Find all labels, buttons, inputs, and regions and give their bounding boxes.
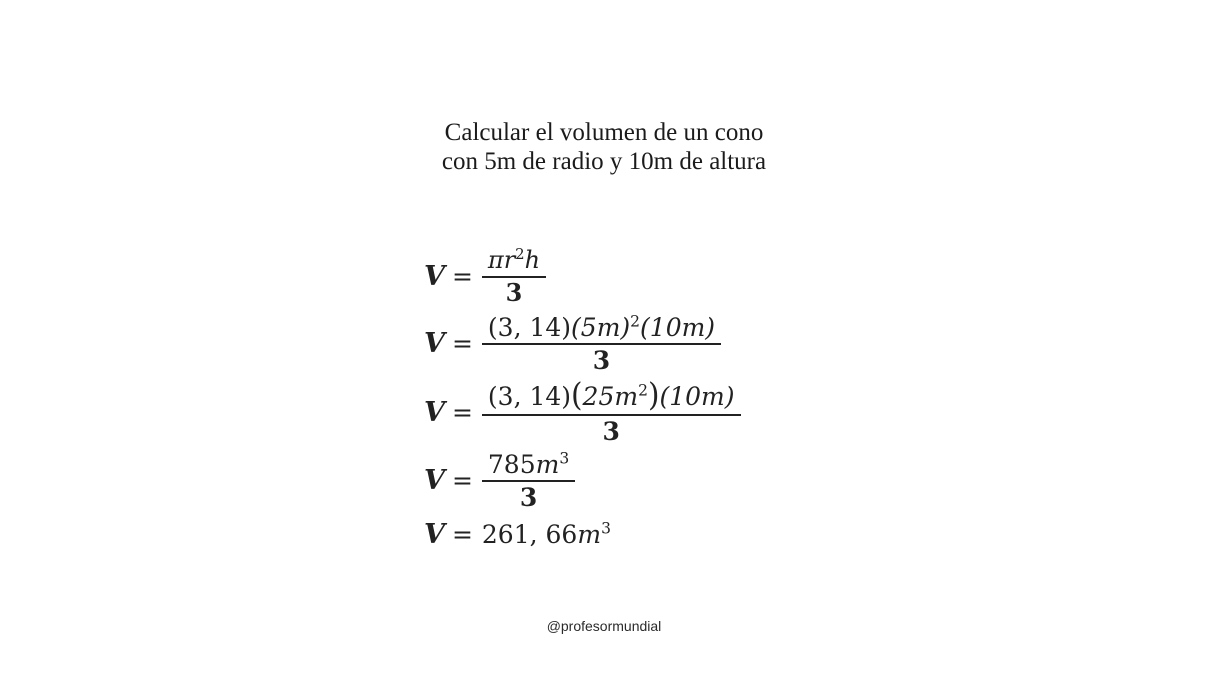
equation-4-numerator xyxy=(482,451,575,480)
radius-squared-value: 25m xyxy=(582,381,639,411)
equation-2-numerator xyxy=(482,314,721,343)
equation-1-fraction xyxy=(482,245,546,307)
equation-4-denominator: 3 xyxy=(519,482,538,512)
equation-3-fraction xyxy=(482,376,741,446)
equation-5-result xyxy=(424,519,784,550)
equation-4-fraction xyxy=(482,451,575,511)
meter-unit: m xyxy=(535,449,560,479)
pi-value: (3, 14) xyxy=(487,312,572,342)
author-handle: @profesormundial xyxy=(546,618,662,634)
radius-symbol: r xyxy=(503,246,516,274)
exponent-2: 2 xyxy=(638,381,648,400)
equation-list xyxy=(0,245,1208,550)
exponent-2: 2 xyxy=(515,245,525,263)
problem-statement-line-2: con 5m de radio y 10m de altura xyxy=(441,148,767,175)
height-symbol: h xyxy=(524,246,541,274)
height-value: (10m) xyxy=(659,381,735,411)
equation-3-denominator: 3 xyxy=(602,416,620,446)
equation-4-variable: V xyxy=(424,465,445,497)
equation-5-variable: V xyxy=(424,518,445,550)
result-number: 261, 66 xyxy=(481,519,578,549)
equation-1 xyxy=(424,245,784,307)
exponent-2: 2 xyxy=(630,312,641,331)
close-paren: ) xyxy=(647,376,660,414)
equation-2-denominator: 3 xyxy=(592,345,611,375)
pi-symbol: π xyxy=(487,246,504,274)
height-value: (10m) xyxy=(640,312,716,342)
equation-5-value xyxy=(482,520,611,549)
exponent-3: 3 xyxy=(601,519,611,538)
equation-1-variable: V xyxy=(424,261,445,293)
equation-4 xyxy=(424,451,784,511)
equation-3 xyxy=(424,376,784,446)
equation-2-fraction xyxy=(482,314,721,374)
equation-2-variable: V xyxy=(424,328,445,360)
problem-statement xyxy=(0,118,1208,176)
equation-2-equals: = xyxy=(451,329,473,359)
exponent-3: 3 xyxy=(559,449,570,468)
equation-5-equals: = xyxy=(451,519,473,549)
equation-2 xyxy=(424,314,784,374)
equation-3-numerator xyxy=(482,376,741,414)
equation-4-equals: = xyxy=(451,466,473,496)
meter-unit: m xyxy=(577,519,602,549)
equation-1-equals: = xyxy=(451,262,473,292)
equation-1-denominator: 3 xyxy=(505,277,523,307)
numerator-number: 785 xyxy=(487,449,536,479)
radius-value: (5m) xyxy=(571,312,631,342)
equation-1-numerator xyxy=(482,245,546,276)
equation-3-variable: V xyxy=(424,396,445,428)
equation-3-equals: = xyxy=(451,397,473,427)
open-paren: ( xyxy=(571,376,583,414)
pi-value: (3, 14) xyxy=(487,381,572,411)
problem-statement-line-1: Calcular el volumen de un cono xyxy=(444,119,764,146)
